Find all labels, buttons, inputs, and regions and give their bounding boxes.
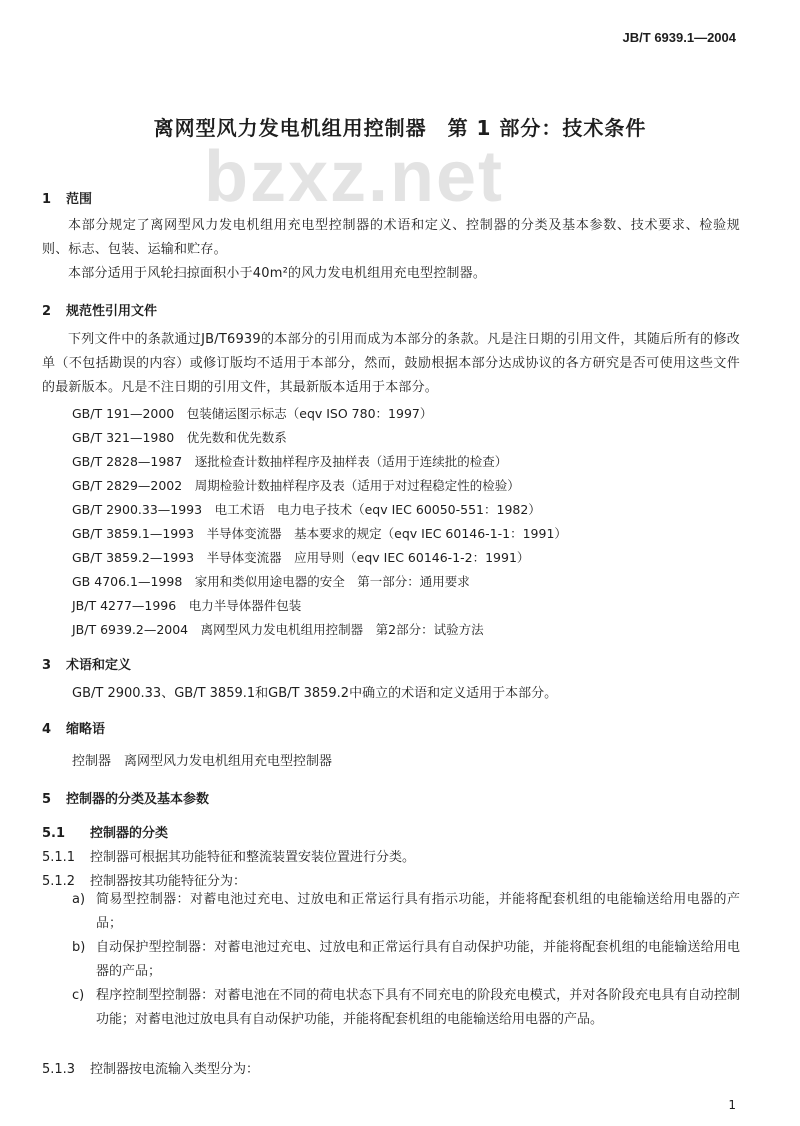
reference-item: GB 4706.1—1998 家用和类似用途电器的安全 第一部分：通用要求 [72,574,470,589]
list-item-text: 程序控制型控制器：对蓄电池在不同的荷电状态下具有不同充电的阶段充电模式，并对各阶段充电具有自动控制功能；对蓄电池过放电具有自动保护功能，并能将配套机组的电能输送给用电器的产品。 [96,988,740,1027]
section-4-heading [42,718,105,737]
reference-item: JB/T 4277—1996 电力半导体器件包装 [72,598,302,613]
section-number: 2 [42,304,52,319]
reference-item: GB/T 2829—2002 周期检验计数抽样程序及表（适用于对过程稳定性的检验） [72,478,520,493]
list-item-label: c) [72,988,85,1003]
section-title: 控制器的分类及基本参数 [66,792,210,807]
subsection-title: 控制器的分类 [90,826,169,841]
section-number: 4 [42,722,52,737]
watermark: bzxz.net [204,137,505,217]
reference-item: GB/T 2828—1987 逐批检查计数抽样程序及抽样表（适用于连续批的检查） [72,454,508,469]
reference-item: GB/T 3859.1—1993 半导体变流器 基本要求的规定（eqv IEC 60146-1-1：1991） [72,526,567,541]
section-number: 3 [42,658,52,673]
subsection-5-1-heading [42,822,168,841]
section-4-paragraph-1: 控制器 离网型风力发电机组用充电型控制器 [72,754,333,769]
page-number: 1 [728,1098,736,1112]
section-2-heading [42,300,157,319]
clause-text: 控制器按其功能特征分为： [90,874,247,889]
clause-5-1-2 [42,870,246,889]
section-1-paragraph-2: 本部分适用于风轮扫掠面积小于40m²的风力发电机组用充电型控制器。 [68,266,487,281]
section-1-paragraph-1: 本部分规定了离网型风力发电机组用充电型控制器的术语和定义、控制器的分类及基本参数、技术要求、检验规则、标志、包装、运输和贮存。 [42,218,740,257]
section-title: 范围 [66,192,93,207]
list-item-label: b) [72,940,86,955]
section-number: 1 [42,192,52,207]
section-3-heading [42,654,131,673]
clause-5-1-1 [42,846,415,865]
clause-number: 5.1.1 [42,850,76,865]
section-5-heading [42,788,209,807]
subsection-number: 5.1 [42,826,66,841]
clause-5-1-3 [42,1058,259,1077]
section-title: 规范性引用文件 [66,304,158,319]
list-item [72,888,740,936]
clause-text: 控制器可根据其功能特征和整流装置安装位置进行分类。 [90,850,416,865]
section-title: 缩略语 [66,722,106,737]
list-item-label: a) [72,892,86,907]
section-3-paragraph-1: GB/T 2900.33、GB/T 3859.1和GB/T 3859.2中确立的术语和定义适用于本部分。 [72,686,558,701]
reference-item: GB/T 3859.2—1993 半导体变流器 应用导则（eqv IEC 60146-1-2：1991） [72,550,530,565]
clause-number: 5.1.3 [42,1062,76,1077]
list-item-text: 自动保护型控制器：对蓄电池过充电、过放电和正常运行具有自动保护功能，并能将配套机组的电能输送给用电器的产品； [96,940,740,979]
section-title: 术语和定义 [66,658,132,673]
section-number: 5 [42,792,52,807]
reference-item: JB/T 6939.2—2004 离网型风力发电机组用控制器 第2部分：试验方法 [72,622,484,637]
reference-item: GB/T 2900.33—1993 电工术语 电力电子技术（eqv IEC 60050-551：1982） [72,502,541,517]
section-1-heading [42,188,92,207]
reference-item: GB/T 321—1980 优先数和优先数系 [72,430,287,445]
clause-text: 控制器按电流输入类型分为： [90,1062,260,1077]
reference-item: GB/T 191—2000 包装储运图示标志（eqv ISO 780：1997） [72,406,433,421]
list-item-text: 简易型控制器：对蓄电池过充电、过放电和正常运行具有指示功能，并能将配套机组的电能输送给用电器的产品； [96,892,740,931]
list-item [72,936,740,984]
standard-code: JB/T 6939.1—2004 [622,30,736,45]
list-item [72,984,740,1032]
document-title: 离网型风力发电机组用控制器 第 1 部分：技术条件 [153,116,647,140]
section-2-paragraph-1: 下列文件中的条款通过JB/T6939的本部分的引用而成为本部分的条款。凡是注日期的引用文件，其随后所有的修改单（不包括勘误的内容）或修订版均不适用于本部分，然而，鼓励根据本部分达成协议的各方研究是否可使用这些文件的最新版本。凡是不注日期的引用文件，其最新版本适用于本部分。 [42,332,740,395]
clause-number: 5.1.2 [42,874,76,889]
